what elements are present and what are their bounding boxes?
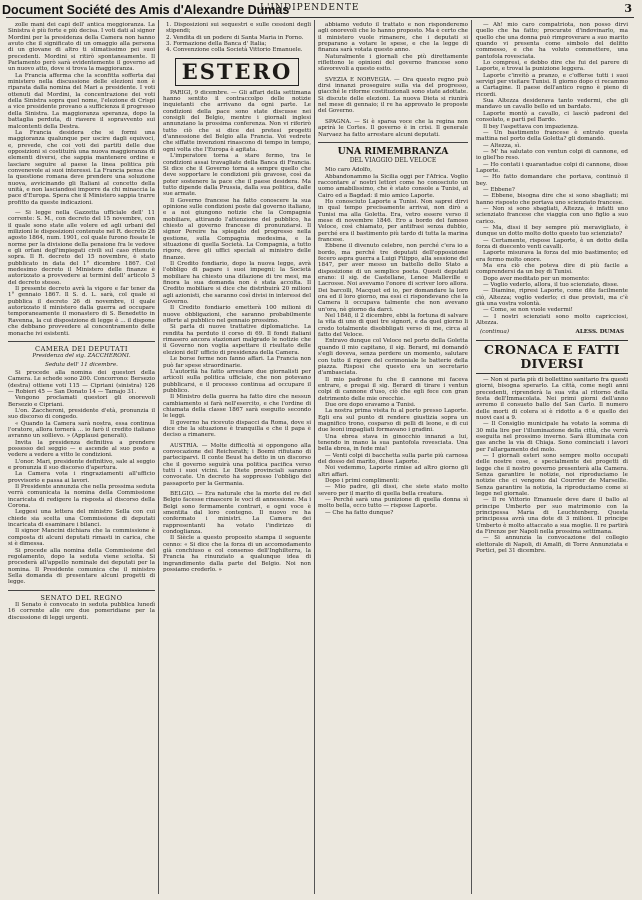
paragraph: Laporte montò a cavallo, ci lasciò padroni del consolato, e partì pel Bardo. xyxy=(476,110,628,124)
column-1 xyxy=(8,22,155,894)
paragraph: Dopo aver meditato per un momento: xyxy=(483,275,590,282)
paragraph: — Il Consiglio municipale ha votato la somma di 30 mila lire per l'illuminazione della città, che verrà eseguita nel prossimo inverno. Sarà illuminata con gas anche la via di Chiaja. Sono cominciati i lavori per l'allargamento del molo. xyxy=(476,421,628,453)
feuilleton-title: UNA RIMEMBRANZA xyxy=(337,145,449,157)
column-3 xyxy=(318,22,468,894)
paragraph: L'on. Zaccheroni, presidente d'età, pronunzia il suo discorso di congedo. xyxy=(8,407,155,421)
paragraph: Abbandonammo la Sicilia oggi per l'Africa. Voglio raccontare a' nostri lettori come ho conosciuto un uomo amabilissimo, che è stato console a Tunisi, al Cairo ed a Bagdad: il mio amico Laporte. xyxy=(318,173,468,199)
paragraph: — Certamente, rispose Laporte, è un dotto della forza di duecento venti cavalli. xyxy=(476,237,628,251)
paragraph: zolle mani dei capi dell' antica meggioranza. La Sinistra è più forte e più decisa. I voti dati al signor Mordini per la presidenza della Camera non hanno avuto che il significato di un omaggio alla persona di un giovane di altro ti slimatissimo pei suoi precedenti. Mordini si ritirò spontaneamente. Il Parlamento però sarà evidentemente il governo ad un nuovo atto, dove si trova la maggioranza. xyxy=(8,22,155,73)
paragraph: Sua Altezza desiderava tanto vedermi, che gli mandavo un cavallo bello ed un bardato. xyxy=(476,98,628,111)
paragraph: La Francia afferma che la sconfitta sofferta dai ministero nella discussione delle elezioni non è riparata dalla nomina del Mari a presidente. I voti ottenuti dal Mordini, la concentrazione dei voti della Sinistra sopra quel nome, l'elezione di Crispi a vice presidente provano a sufficienza il progresso della Sinistra. La maggioranza speranza, dopo la battaglia perduta, di riavere il sopravvento sui malcontenti della Destra. xyxy=(8,72,155,130)
watermark: Document Société des Amis d'Alexandre Dumas xyxy=(2,3,290,17)
paragraph: L'onor. Mari, presidente definitivo, sale al seggio e pronunzia il suo discorso d'apertura. xyxy=(8,458,155,472)
paragraph: abbiamo veduto il trattato e non risponderemo agli onorevoli che lo hanno proposto. Ma è certo che il ministero vuole rimanere, che i deputati si preparano a votare le spese, e che la legge di finanza sarà votata questo anno. xyxy=(318,22,468,54)
paragraph: Il Credito fondiario, dopo la nuova legge, avrà l'obbligo di pagare i suoi impegni; la Società mobiliare ha chiesto una dilazione di tre mesi, ma finora la sua domanda non è stata accolta. Il Credito mobiliare si dice che distribuirà 20 milioni agli azionisti, che saranno così divisi in interessi del Governo. xyxy=(163,261,311,306)
list-item: 1. Disposizioni sui sequestri e sulle cessioni degli stipendi; xyxy=(166,22,311,35)
paragraph: — Ho fatto domandare che portava, continuò il bey. xyxy=(476,174,628,187)
paragraph: Ebbene il divenuto celebre, non perché c'era io a bordo, ma perché tre deputati dell'opposizione fecero aspra guerra a Luigi Filippo, alla sessione del 1847, per aver messo un battello dello Stato a disposizione di un semplice poeta. Questi deputati erano: il sig. de Castellane, Lenoe Malleville e Lacrosse. Noi avevamo l'onore di scriver loro allora. Dei barcolli, Macquet ed io, per domandare la loro ora ed il loro giorno, ma essi ci rispondevano che la Camera li occupava talmente che non avevano un'ora, nè giorno da darci. xyxy=(318,243,468,313)
section-rule xyxy=(8,590,155,591)
paragraph: Il presente decreto avrà la vigore e far tener da 1° gennaio 1867. Il S. d. L. sarà, col quale si pubblica il decreto 26 di novembre, il quale autorizzato il ministero dalla guerra ad occupare temporaneamente il monastero di S. Benedetto in Ravenna, la cui disposizione di legge è ... il dispone che debbano provvedere al concentramento delle monache ivi esistenti. xyxy=(8,286,155,337)
paragraph: Ma era ciò che poteva dire di più facile a comprendersi da un bey di Tunisi. xyxy=(476,263,628,276)
paragraph: Una ebrea stava in ginocchio innanzi a lui, tenendo in mano la sua pantofola rovesciata. Una bella ebrea, in fede mia! xyxy=(318,433,468,453)
paragraph: Si parla di nuove trattative diplomatiche. La rendita ha perduto il corso di 69. Il fondi italiani rimasero ancora stazionari malgrado le notizie che il Governo non voglia aspettare il risultato delle elezioni dell' ufficio di presidenza della Camera. xyxy=(163,324,311,356)
paragraph: Si procede alla nomina della Commissione del regolamento, dopo la seduta viene sciolta. Si procederà all'appello nominale dei deputati per la nomina. Il Presidente comunica che il ministro Sella domanda di presentare alcuni progetti di legge. xyxy=(8,547,155,586)
paragraph: La Francia desidera che si formi una maggioranza qualunque per uscire dagli equivoci, e, prevede, che coi voti dei partiti delle due opposizioni si costituirà una nuova maggioranza di elementi diversi, che sappia mantenere ordine e lasciare seguire al paese la linea politica più convenevole ai suoi interessi. La Francia pensa che la questione romana deve prendere una soluzione nuova, avvicinando gli Italiani al concetto della unità, e non lasciandosi imporre da chi minaccia la pace d'Europa. Spera che il Ministero sappia trarre profitto da queste indicazioni. xyxy=(8,129,155,206)
presidency-line: Presidenza del sig. ZACCHERONI. xyxy=(32,353,131,360)
paragraph: Il Governo francese ha fatto conoscere la sua opinione sulle condizioni poste dal governo italiano, e a noi giungono notizie che la Compagnia mobiliare, attirando l'attenzione del pubblico, ha chiesto al governo francese di pronunziarsi. Il signor Pereire ha spiegato del progresso nella gestione, sulla Compagnia medesima, e la situazione di quella Società. La Compagnia, a tutto rigore, deve gli uffici speciali al ministro delle finanze. xyxy=(163,197,311,261)
paragraph: — Come, se non vuole vedermi! xyxy=(483,307,573,314)
paragraph: — Ebbene? xyxy=(483,186,515,193)
column-separator xyxy=(158,20,159,894)
paragraph: — M' ha salutato con ventun colpi di cannone, ed io gliel'ho reso. xyxy=(476,148,628,162)
column-separator xyxy=(471,20,472,894)
paragraph: — I giornali esteri sono sempre molto occupati delle nostre cose, e specialmente dei progetti di legge che il nostro governo presenterà alla Camera. Senza garantire le notizie, noi riproduciamo le notizie che ci vengono dal Courrier de Marseille. Senza garantire la notizia, la riproduciamo come si legge nel giornale. xyxy=(476,452,628,498)
paragraph: La nostra prima visita fu al porto presso Laporte. Egli era sul punto di rendere giustizia sopra un magnifico trono, cosparso di pelli di leone, e di cui due leoni impagliati formavano i gradini. xyxy=(318,408,468,434)
session-date: Seduta dell' 11 dicembre. xyxy=(45,361,118,368)
section-heading-camera: CAMERA DEI DEPUTATI xyxy=(35,344,128,353)
paragraph: PARIGI, 9 dicembre. — Gli affari della settimana hanno sentito il contraccolpo delle notizie inquietanti che arrivano da ogni parte. Le condizioni della pace sono state discusse nei consigli del Belgio, mentre i giornali inglesi annunziano la prossima conferenza. Non vi riferirò tutto ciò che si dice dei pretesi progetti d'annessione del Belgio alla Francia. Voi vedrete che siffatte invenzioni rinascono di tempo in tempo, ogni volta che l'Europa è agitata. xyxy=(163,89,311,153)
paragraph-spagna: SPAGNA. — Si è sparsa voce che la regina non aprirà le Cortes. Il governo è in crisi. Il generale Narvaez ha fatto arrestare alcuni deputati. xyxy=(318,118,468,138)
column-2 xyxy=(163,22,311,894)
paragraph: Nel 1848, il 2 dicembre, ebbi la fortuna di salvare la vita di uno di quei tre signori, e da quel giorno li credo totalmente disobbligati verso di me, circa al fatto del Veloce. xyxy=(318,313,468,339)
column-4 xyxy=(476,22,628,894)
paragraph: — Non si parla più di bollettino sanitario fra questi giorni, bisogna sperarlo. La città, come negli anni precedenti, riprenderà la sua vita al ritorno della festa dell'Immacolata. Nei primi giorni dell'anno avremo il consueto ballo del San Carlo. Il numero delle morti di colera si è ridotto a 6 e quello dei nuovi casi a 9. xyxy=(476,376,628,421)
salutation: Mio caro Adolfo, xyxy=(325,167,372,174)
paragraph: Laporte c'invitò a pranzo, e c'offerse tutti i suoi servigi per visitare Tunisi. Il giorno dopo ci recammo a Cartagine. Il paese dell'antico regno è pieno di ricordi. xyxy=(476,72,628,98)
paragraph: Due ore dopo eravamo a Tunisi. xyxy=(325,401,416,408)
paragraph: — Mio padre, gli dissi, che siete stato molto severo per il marito di quella bella creatura. xyxy=(318,484,468,497)
paragraph: Il Credito fondiario emetterà 100 milioni di nuove obbligazioni, che saranno probabilmente offerte al pubblico nel gennaio prossimo. xyxy=(163,305,311,325)
paragraph: Lo compresi, e debbo dire che fui del parere di Laporte, e trovai la punizione leggera. xyxy=(476,60,628,73)
section-heading-cronaca: CRONACA E FATTI DIVERSI xyxy=(476,340,628,374)
paragraph: Noi vedemmo, Laporte rimise ad altro giorno gli altri affari. xyxy=(318,465,468,478)
paragraph: La Camera vota i ringraziamenti all'ufficio provvisorio e passa ai lavori. xyxy=(8,471,155,484)
bill-list xyxy=(163,22,311,54)
newspaper-title: L'INDIPENDENTE xyxy=(260,3,360,13)
paragraph: — Ah! mio caro compatriota, non posso dirvi quello che ha fatto; procurate d'indovinarlo, ma quello che una donna può rimproverare a suo marito quando vi presenta come simbolo del delitto commesso, e che ha voluto commettere, una pantofola rovesciata. xyxy=(476,22,628,60)
paragraph: Entravo dunque col Veloce nel porto della Goletta quando il mio capitano, il sig. Berard, mi domandò s'egli doveva, senza perdere un momento, salutare con tutto il rigore del cerimoniale le batterie della piazza. Risposi che questo era un secretario d'ambasciata. xyxy=(318,338,468,377)
paragraph: — Si legge nella Gazzetta ufficiale dell' 11 corrente: S. M., con decreto del 15 novembre, con il quale sono state alle volere ed agli urbani del milizioni le disposizioni contenute nel R. decreto 28 agosto 1864, num. 1901, col quale furono fissate le norme per la divisione della pensione fra le vedove e gli orfani degl'impiegati civili sul caso ritenuto sopra. Il R. decreto del 15 novembre, è stato pubblicato in data del 1° dicembre 1867. Col medesimo decreto il Ministero delle finanze è autorizzato a provvedere ai termini dell' articolo 3 del decreto stesso. xyxy=(8,209,155,286)
feuilleton-subtitle: DEL VIAGGIO DEL VELOCE xyxy=(349,156,437,164)
paragraph: Il mio padrone fu che il cannone mi faceva entrare, e pregai il sig. Berard di tirare i ventun colpi di cannone d'uso, ciò che egli fece con gran detrimento delle mie orecchie. xyxy=(318,376,468,402)
paragraph: — Ma, dissi il bey sempre più meravigliato, è dunque un dotto molto dotto questo tuo scienziato? xyxy=(476,225,628,238)
paragraph: — Voglio vederlo, allora, il tuo scienziato, disse. xyxy=(483,282,619,289)
author-name: ALESS. DUMAS xyxy=(575,328,624,335)
paragraph: Invita la presidenza definitiva a prendere possesso del seggio — e ascende al suo posto a vedere a vedere a vitto le condizioni. xyxy=(8,439,155,459)
list-item: 4. Convenzione colla Società Vittorio Emanuele. xyxy=(166,47,303,54)
section-heading-senato: SENATO DEL REGNO xyxy=(40,593,123,602)
paragraph-belgio: BELGIO. — Era naturale che la morte del re del Belgio facesse rinascere le voci di annessione. Ma i Belgi sono fermamente contrari, e ogni voce è smentita dal loro contegno. Il nuovo re ha confermato i ministri. La Camera dei rappresentanti ha votato l'indirizzo di condoglianza. xyxy=(163,491,311,536)
paragraph: Il bey l'aspettava con impazienza. xyxy=(483,123,579,130)
paragraph: Leggesi una lettera del ministro Sella con cui chiede sia scelta una Commissione di deputati incaricata di esaminare i bilanci. xyxy=(8,509,155,529)
paragraph: Ho conosciuto Laporte a Tunisi. Non saprei dirvi in qual tempo precisamente arrivai, non dirò a Tunisi ma alla Goletta. Era, vetro essere verso il mese di novembre 1846. Ero a bordo del famoso Veloce, così chiamato, per antifrasi senza dubbio, perché era il bastimento più tardo di tutta la marina francese. xyxy=(318,198,468,243)
paragraph: Naturalmente i giornali che più direttamente riflettono le opinioni del governo francese sono sfavorevoli a questo esito. xyxy=(318,53,468,73)
signature-line xyxy=(480,329,624,335)
paragraph: — Ebbene, bisogna dire che si sono sbagliati; mi hanno risposto che portava uno scienziato francese. xyxy=(476,193,628,206)
paragraph: — Si annunzia la convocazione del collegio elettorale di Napoli, di Amalfi, di Torre Annunziata e Portici, pel 31 dicembre. xyxy=(476,535,628,555)
page-number: 3 xyxy=(624,2,632,15)
section-heading-estero: ESTERO xyxy=(175,58,299,86)
paragraph: Il signor Mancini dichiara che la commissione è composta di alcuni deputati rimasti in carica, che si è dimessa. xyxy=(8,528,155,548)
paragraph: — Venti colpi di bacchetta sulla parte più carnosa del dosso del marito, disse Laporte. xyxy=(318,452,468,465)
masthead xyxy=(0,0,642,14)
paragraph: Si procede alla nomina dei questori della Camera. Le schede sono 200. Concorrono: Bersezio (destra) ottiene voti 115 — Cipriani (sinistra) 126 — Robieri 45 — San Donato 14 — Tamajo 31. xyxy=(8,369,155,395)
section-rule xyxy=(318,142,468,143)
section-rule xyxy=(8,341,155,342)
paragraph: Il Senato è convocato in seduta pubblica lunedì 16 corrente alle ore due pomeridiane per la discussione di leggi urgenti. xyxy=(8,601,155,621)
paragraph: L'imperatore torna a stare fermo, tra le condizioni assai travagliate della Banca di Francia. Si dice che il Governo torna a sempre quello che deve sopportare le condizioni più gravose, così da poter sostenere la pace che il paese desidera. Ma tutto dipende dalla Prussia, dalla sua politica, dalle sue armate. xyxy=(163,153,311,198)
paragraph: Il governo ha ricevuto dispacci da Roma, dove si dice che la situazione è tranquilla e che il papa è deciso a rimanere. xyxy=(163,419,311,439)
paragraph: Le borse ferme non fanno affari. La Francia non può far spese straordinarie. xyxy=(163,356,311,369)
column-separator xyxy=(314,20,315,894)
list-item: 2. Vendita di un podere di Santa Maria in Forno. xyxy=(166,34,304,41)
paragraph: Il Presidente annunzia che nella prossima seduta verrà comunicata la nomina della Commissione incaricata di redigere la risposta al discorso della Corona. xyxy=(8,484,155,510)
paragraph: Dopo i primi complimenti: xyxy=(325,478,400,485)
paragraph: — Che ha fatto dunque? xyxy=(325,509,394,516)
paragraph: Il Ministro della guerra ha fatto dire che nessun cambiamento si farà nell'esercito, e che l'ordine di chiamata della classe 1867 sarà eseguito secondo le leggi. xyxy=(163,394,311,420)
paragraph: — Un bastimento francese è entrato questa mattina nel porto della Goletta? gli domandò. xyxy=(476,129,628,143)
paragraph: — Ho contati i quarantadue colpi di cannone, disse Laporte. xyxy=(476,161,628,174)
paragraph: Vengono proclamati questori gli onorevoli Bersezio e Cipriani. xyxy=(8,395,155,408)
paragraph: — Diamine, ripresi Laporte, come dite facilmente ciò, Altezza; voglio vederlo; ci due provisti, ma c'è già una vostra volontà. xyxy=(476,288,628,308)
paragraph-svezia: SVEZIA E NORVEGIA. — Ora questo regno può dirsi innanzi proseguire sulla via del progresso, giacché le riforme costituzionali sono state adottate. Si discute delle elezioni. La nuova Dieta si riunirà nel mese di gennaio; il re ha approvato le proposte del Governo. xyxy=(318,76,468,115)
paragraph: — Altezza, sì. xyxy=(483,142,521,149)
paragraph: « Quando la Camera sarà nostra, essa continua l'oratore, allora tornerà ... io farò il credito italiano avranno un sollievo. » (Applausi generali). xyxy=(8,420,155,440)
paragraph: — I nostri scienziati sono molto capricciosi, Altezza. xyxy=(476,313,628,327)
paragraph: — Non si sono sbagliati, Altezza, è infatti uno scienziato francese che viaggia con uno figlio a suo carico. xyxy=(476,205,628,225)
continued-note: (continua) xyxy=(480,328,510,335)
list-item: 3. Formazione della Banca d' Italia; xyxy=(166,41,267,48)
paragraph: — Il re Vittorio Emanuele deve dare il ballo al principe Umberto per suo matrimonio con la principessa Maria di Leuchtenberg. Questa principessa avrà una dote di 3 milioni. Il principe Umberto è molto attaccato a sua moglie. Il re partirà da Firenze per Napoli nella prossima settimana. xyxy=(476,497,628,536)
paragraph: L'autorità ha fatto arrestare due giornalisti per articoli sulla politica ufficiale, che non potevano pubblicarsi, e il processo continua ad occupare il pubblico. xyxy=(163,368,311,394)
paragraph-austria: AUSTRIA. — Molte difficoltà si oppongono alla convocazione del Reichsrath; i Boemi rifiutano di parteciparvi. Il conte Beust ha detto in un discorso che il governo seguirà una politica pacifica verso tutti i suoi vicini. Le Diete provinciali saranno convocate. Un decreto ha soppresso l'obbligo del passaporto per la Germania. xyxy=(163,442,311,487)
paragraph: Laporte misurava la forza del mio bastimento; ed era fermo molto onore. xyxy=(476,250,628,263)
paragraph: Il Siècle a questo proposito stampa il seguente cenno: « Si dice che la forza di un accomodamento già conchiuso e col consenso dell'Inghilterra, la Francia ha rinunziato a qualunque idea di ingrandimento dalla parte del Belgio. Noi non possiamo crederlo. » xyxy=(163,535,311,574)
top-rule xyxy=(6,17,634,18)
paragraph: — Perché sarà una punizione di quella donna sì molto bella, ecco tutto — rispose Laporte. xyxy=(318,497,468,510)
